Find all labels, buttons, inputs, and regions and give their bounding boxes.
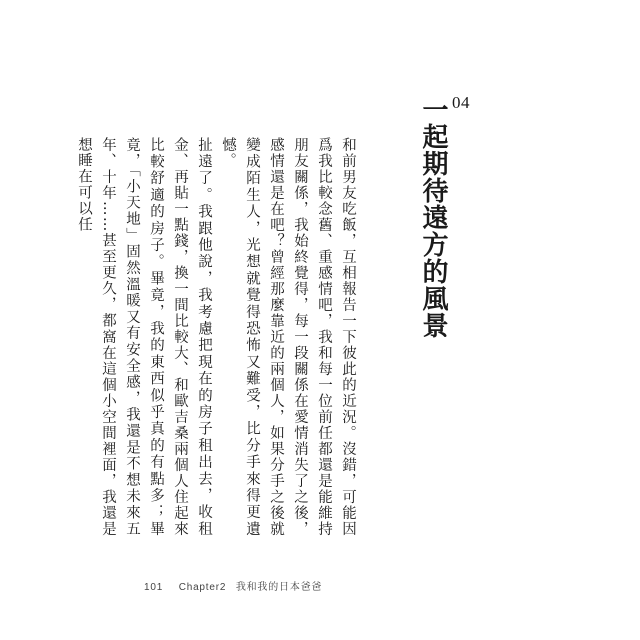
- footer-chapter-label: Chapter2: [178, 582, 227, 593]
- page-number: 101: [144, 582, 164, 593]
- paragraph: 和前男友吃飯，互相報告一下彼此的近況。沒錯，可能因爲我比較念舊、重感情吧，我和每一位前任都還是能維持朋友關係，我始終覺得，每一段關係在愛情消失了之後，感情還是在吧？曾經那麼靠近的兩個人，如果分手之後就變成陌生人，光想就覺得恐怖又難受，比分手來得更遺憾。: [220, 137, 356, 537]
- chapter-number: 04: [452, 93, 470, 112]
- footer-chapter-title: 我和我的日本爸爸: [235, 582, 323, 593]
- body-text: [76, 137, 360, 537]
- paragraph: 扯遠了。我跟他說，我考慮把現在的房子租出去，收租金、再貼一點錢，換一間比較大、和歐吉桑兩個人住起來比較舒適的房子。畢竟，我的東西似乎真的有點多；畢竟，「小天地」固然溫暖又有安全感，我還是不想未來五年、十年……甚至更久，都窩在這個小空間裡面，我還是想睡在可以任: [76, 137, 212, 537]
- page-footer: [144, 578, 322, 593]
- chapter-title: 一起期待遠方的風景: [418, 96, 448, 339]
